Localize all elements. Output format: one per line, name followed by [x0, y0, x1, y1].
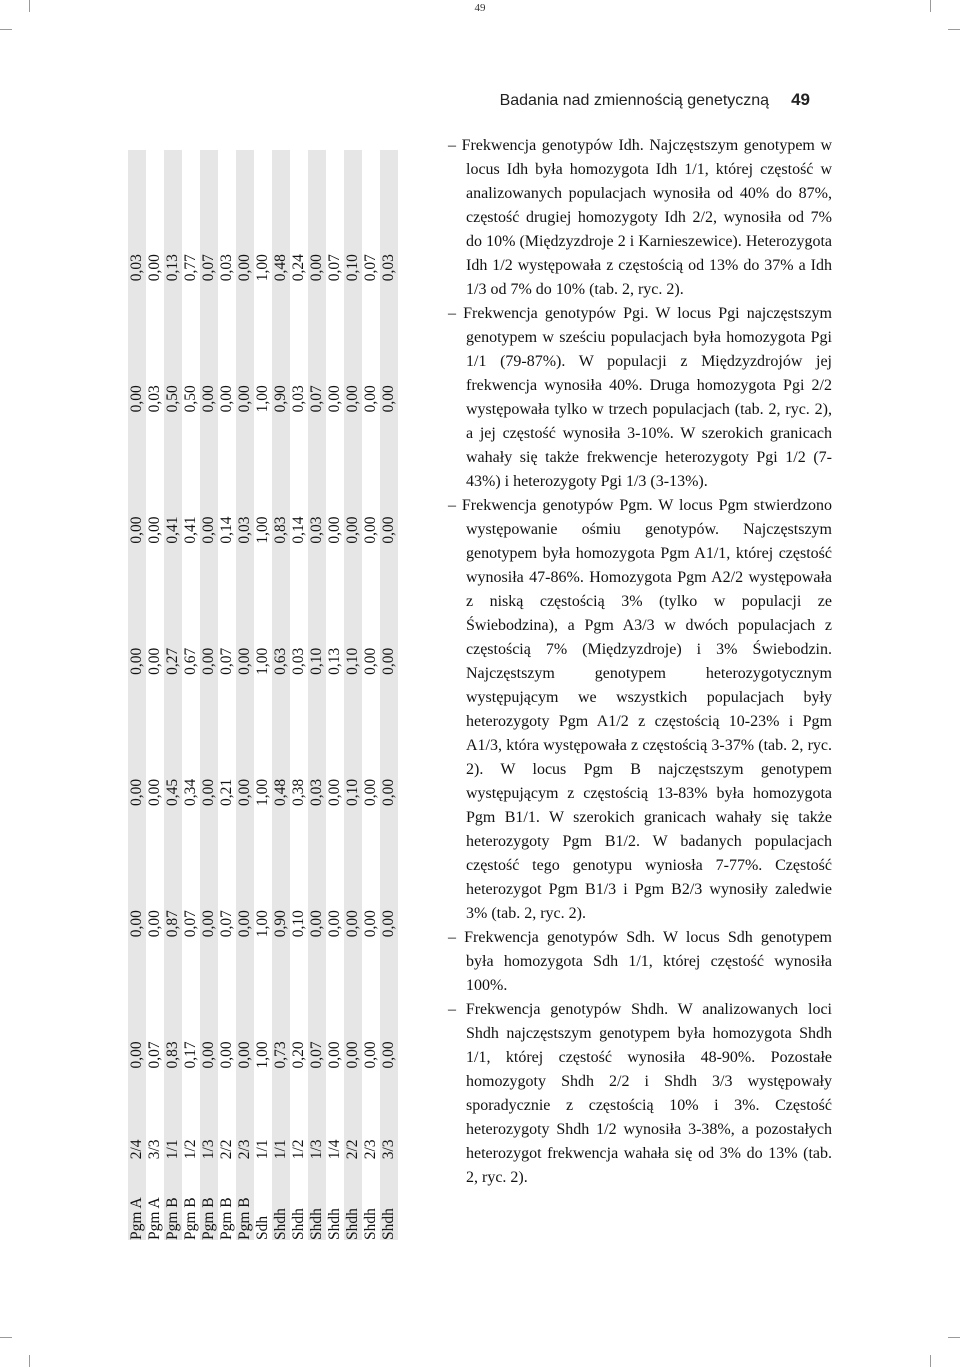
frequency-cell: 0,00 — [200, 544, 218, 675]
frequency-cell: 0,87 — [164, 806, 182, 937]
frequency-cell: 0,03 — [128, 150, 146, 281]
frequency-cell: 0,03 — [218, 254, 235, 282]
paragraph: – Frekwencja genotypów Shdh. W analizowanych loci Shdh najczęstszym genotypem była homozygota Shdh 1/1, której częstość wynosiła 48-90%. Pozostałe homozygoty Shdh 2/2 i Shdh 3/3 występowały sporadycznie z częstością 10% i 3%. Częstość heterozygoty Shdh 1/2 wynosiła 3-38%, a pozostałych heterozygot frekwencja wahała się od 3% do 13% (tab. 2, ryc. 2). — [448, 1001, 832, 1186]
frequency-cell: 0,00 — [308, 806, 326, 937]
frequency-cell: 1,00 — [254, 910, 271, 938]
frequency-cell: 0,00 — [128, 412, 146, 543]
crop-mark-bottom-left-h — [0, 1337, 12, 1338]
frequency-cell: 0,00 — [200, 281, 218, 412]
table-row — [272, 150, 290, 1240]
table-row — [290, 150, 308, 1240]
table-row — [308, 150, 326, 1240]
frequency-cell: 0,00 — [362, 1041, 379, 1069]
genotype-cell: 1/1 — [272, 1068, 290, 1159]
table-row — [128, 150, 146, 1240]
rotated-table-area — [128, 150, 434, 1240]
frequency-cell: 1,00 — [254, 385, 271, 413]
page-number: 49 — [791, 90, 810, 109]
genotype-cell: 1/3 — [308, 1068, 326, 1159]
body-text — [448, 134, 832, 1190]
frequency-cell: 0,63 — [272, 544, 290, 675]
frequency-cell: 0,38 — [290, 778, 307, 807]
frequency-cell: 0,00 — [326, 1041, 343, 1069]
locus-cell: Pgm B — [164, 1159, 182, 1240]
genotype-cell: 2/3 — [236, 1068, 254, 1159]
genotype-cell: 2/3 — [362, 1139, 379, 1160]
table-row — [380, 150, 398, 1240]
frequency-cell: 0,03 — [308, 675, 326, 806]
frequency-cell: 0,21 — [218, 778, 235, 807]
frequency-cell: 0,00 — [236, 281, 254, 412]
frequency-cell: 0,07 — [200, 150, 218, 281]
crop-mark-bottom-right-v — [930, 1355, 931, 1367]
locus-cell: Pgm B — [200, 1159, 218, 1240]
locus-cell: Shdh — [308, 1159, 326, 1240]
table-row — [200, 150, 218, 1240]
frequency-cell: 0,00 — [146, 778, 163, 807]
frequency-cell: 0,00 — [128, 544, 146, 675]
genotype-cell: 1/3 — [200, 1068, 218, 1159]
frequency-cell: 0,67 — [182, 647, 199, 675]
frequency-cell: 0,00 — [326, 385, 343, 413]
frequency-cell: 0,10 — [344, 675, 362, 806]
frequency-cell: 0,00 — [344, 806, 362, 937]
frequency-cell: 0,00 — [362, 516, 379, 544]
paragraph: – Frekwencja genotypów Pgm. W locus Pgm stwierdzono występowanie ośmiu genotypów. Najczęstszym genotypem była homozygota Pgm A1/1, której częstość wynosiła 47-86%. Homozygota Pgm A2/2 występowała z niską częstością 3% (tylko w populacji ze Świebodzina), a Pgm A3/3 w dwóch populacjach z częstością 7% (Międzyzdroje) i 3% Świebodzin. Najczęstszym genotypem heterozygotycznym występującym we wszystkich populacjach były heterozygoty Pgm A1/2 z częstością 10-23% i Pgm A1/3, która występowała z częstością 3-37% (tab. 2, ryc. 2). W locus Pgm B najczęstszym genotypem występującym z częstością 13-83% była homozygota Pgm B1/1. W szerokich granicach wahały się także heterozygoty Pgm B1/2. W badanych populacjach częstość tego genotypu wyniosła 7-77%. Częstość heterozygot Pgm B1/3 i Pgm B2/3 wynosiły zaledwie 3% (tab. 2, ryc. 2). — [448, 497, 832, 922]
frequency-cell: 0,07 — [146, 1041, 163, 1069]
paragraph: – Frekwencja genotypów Sdh. W locus Sdh genotypem była homozygota Sdh 1/1, której częstość wynosiła 100%. — [448, 929, 832, 994]
frequency-cell: 0,10 — [344, 544, 362, 675]
genotype-cell: 3/3 — [146, 1139, 163, 1160]
locus-cell: Sdh — [254, 1215, 271, 1240]
table-row — [344, 150, 362, 1240]
frequency-cell: 0,03 — [146, 385, 163, 413]
frequency-cell: 0,83 — [272, 412, 290, 543]
frequency-cell: 0,00 — [326, 516, 343, 544]
frequency-cell: 0,00 — [128, 806, 146, 937]
frequency-cell: 0,48 — [272, 150, 290, 281]
frequency-cell: 0,00 — [380, 544, 398, 675]
crop-mark-bottom-right-h — [948, 1337, 960, 1338]
frequency-cell: 0,90 — [272, 806, 290, 937]
frequency-cell: 0,03 — [290, 385, 307, 413]
frequency-cell: 0,00 — [200, 937, 218, 1068]
frequency-cell: 0,00 — [128, 281, 146, 412]
frequency-cell: 1,00 — [254, 1041, 271, 1069]
frequency-cell: 0,73 — [272, 937, 290, 1068]
genotype-cell: 1/2 — [182, 1139, 199, 1160]
locus-cell: Pgm B — [218, 1197, 235, 1240]
frequency-cell: 0,00 — [308, 150, 326, 281]
locus-cell: Shdh — [326, 1208, 343, 1240]
frequency-cell: 0,10 — [290, 910, 307, 938]
frequency-cell: 0,00 — [344, 412, 362, 543]
frequency-cell: 0,00 — [236, 544, 254, 675]
frequency-cell: 0,00 — [236, 806, 254, 937]
frequency-cell: 0,27 — [164, 544, 182, 675]
genotype-frequency-table-rotated — [128, 150, 434, 1240]
frequency-cell: 0,00 — [200, 412, 218, 543]
frequency-cell: 0,00 — [146, 516, 163, 544]
frequency-cell: 0,00 — [146, 910, 163, 938]
genotype-cell: 1/1 — [254, 1139, 271, 1160]
paragraph: – Frekwencja genotypów Idh. Najczęstszym genotypem w locus Idh była homozygota Idh 1/1, której częstość w analizowanych populacjach wynosiła od 40% do 87%, częstość drugiej homozygoty Idh 2/2, wynosiła od 7% do 10% (Międzyzdroje 2 i Karnieszewice). Heterozygota Idh 1/2 występowała z częstością od 13% do 37% a Idh 1/3 od 7% do 10% (tab. 2, ryc. 2). — [448, 137, 832, 298]
frequency-cell: 0,00 — [380, 806, 398, 937]
locus-cell: Shdh — [362, 1208, 379, 1240]
frequency-cell: 0,07 — [308, 281, 326, 412]
paragraph: – Frekwencja genotypów Pgi. W locus Pgi najczęstszym genotypem w sześciu populacjach była homozygota Pgi 1/1 (79-87%). W populacji z Międzyzdrojów jej frekwencja wynosiła 40%. Druga homozygota Pgi 2/2 występowała tylko w trzech populacjach (tab. 2, ryc. 2), a jej częstość wynosiła 3-10%. W szerokich granicach wahały się także frekwencje heterozygoty Pgi 1/2 (7-43%) i heterozygoty Pgi 1/3 (3-13%). — [448, 305, 832, 490]
frequency-cell: 0,00 — [128, 675, 146, 806]
frequency-cell: 0,00 — [362, 910, 379, 938]
running-header — [500, 90, 810, 110]
locus-cell: Pgm A — [128, 1159, 146, 1240]
genotype-cell: 3/3 — [380, 1068, 398, 1159]
frequency-cell: 0,07 — [326, 254, 343, 282]
table-body — [128, 150, 398, 1240]
frequency-cell: 0,24 — [290, 254, 307, 282]
frequency-cell: 0,10 — [308, 544, 326, 675]
table-row — [236, 150, 254, 1240]
frequency-cell: 0,03 — [290, 647, 307, 675]
frequency-cell: 0,00 — [362, 385, 379, 413]
frequency-cell: 0,00 — [362, 647, 379, 675]
frequency-cell: 0,00 — [218, 385, 235, 413]
genotype-cell: 1/1 — [164, 1068, 182, 1159]
frequency-cell: 0,07 — [218, 647, 235, 675]
frequency-cell: 0,00 — [326, 778, 343, 807]
table-row — [218, 150, 236, 1240]
frequency-cell: 0,77 — [182, 254, 199, 282]
table-row — [254, 150, 272, 1240]
crop-mark-bottom-left-v — [29, 1355, 30, 1367]
frequency-cell: 0,03 — [308, 412, 326, 543]
frequency-cell: 1,00 — [254, 647, 271, 675]
page-top-number: 49 — [474, 2, 486, 14]
locus-cell: Pgm B — [182, 1197, 199, 1240]
genotype-cell: 2/2 — [218, 1139, 235, 1160]
frequency-cell: 0,00 — [200, 675, 218, 806]
frequency-cell: 0,20 — [290, 1041, 307, 1069]
frequency-cell: 0,00 — [380, 412, 398, 543]
locus-cell: Shdh — [344, 1159, 362, 1240]
genotype-cell: 2/4 — [128, 1068, 146, 1159]
locus-cell: Pgm A — [146, 1197, 163, 1240]
frequency-cell: 0,00 — [380, 937, 398, 1068]
table-row — [326, 150, 344, 1240]
frequency-cell: 1,00 — [254, 778, 271, 807]
frequency-cell: 0,03 — [380, 150, 398, 281]
frequency-cell: 0,90 — [272, 281, 290, 412]
genotype-cell: 1/2 — [290, 1139, 307, 1160]
frequency-cell: 1,00 — [254, 254, 271, 282]
frequency-cell: 0,50 — [182, 385, 199, 413]
frequency-cell: 0,00 — [380, 281, 398, 412]
genotype-frequency-table — [128, 150, 398, 1240]
frequency-cell: 0,13 — [164, 150, 182, 281]
frequency-cell: 0,00 — [344, 281, 362, 412]
frequency-cell: 0,03 — [236, 412, 254, 543]
frequency-cell: 0,00 — [380, 675, 398, 806]
frequency-cell: 0,07 — [308, 937, 326, 1068]
frequency-cell: 0,00 — [146, 647, 163, 675]
locus-cell: Pgm B — [236, 1159, 254, 1240]
crop-mark-top-left-h — [0, 29, 12, 30]
table-row — [362, 150, 380, 1240]
frequency-cell: 0,00 — [146, 254, 163, 282]
frequency-cell: 0,10 — [344, 150, 362, 281]
frequency-cell: 0,41 — [182, 516, 199, 544]
table-row — [164, 150, 182, 1240]
frequency-cell: 0,14 — [290, 516, 307, 544]
frequency-cell: 0,00 — [128, 937, 146, 1068]
table-row — [146, 150, 164, 1240]
frequency-cell: 0,45 — [164, 675, 182, 806]
locus-cell: Shdh — [290, 1208, 307, 1240]
frequency-cell: 0,00 — [200, 806, 218, 937]
frequency-cell: 0,00 — [236, 937, 254, 1068]
frequency-cell: 0,07 — [182, 910, 199, 938]
frequency-cell: 0,13 — [326, 647, 343, 675]
frequency-cell: 1,00 — [254, 516, 271, 544]
frequency-cell: 0,83 — [164, 937, 182, 1068]
frequency-cell: 0,00 — [236, 675, 254, 806]
genotype-cell: 2/2 — [344, 1068, 362, 1159]
running-header-title: Badania nad zmiennością genetyczną — [499, 92, 770, 109]
genotype-cell: 1/4 — [326, 1139, 343, 1160]
frequency-cell: 0,34 — [182, 778, 199, 807]
frequency-cell: 0,00 — [326, 910, 343, 938]
frequency-cell: 0,00 — [236, 150, 254, 281]
frequency-cell: 0,41 — [164, 412, 182, 543]
frequency-cell: 0,50 — [164, 281, 182, 412]
frequency-cell: 0,07 — [362, 254, 379, 282]
crop-mark-top-right-h — [948, 29, 960, 30]
locus-cell: Shdh — [272, 1159, 290, 1240]
frequency-cell: 0,17 — [182, 1041, 199, 1069]
frequency-cell: 0,07 — [218, 910, 235, 938]
locus-cell: Shdh — [380, 1159, 398, 1240]
frequency-cell: 0,00 — [344, 937, 362, 1068]
table-row — [182, 150, 200, 1240]
frequency-cell: 0,00 — [362, 778, 379, 807]
frequency-cell: 0,00 — [218, 1041, 235, 1069]
frequency-cell: 0,48 — [272, 675, 290, 806]
frequency-cell: 0,14 — [218, 516, 235, 544]
